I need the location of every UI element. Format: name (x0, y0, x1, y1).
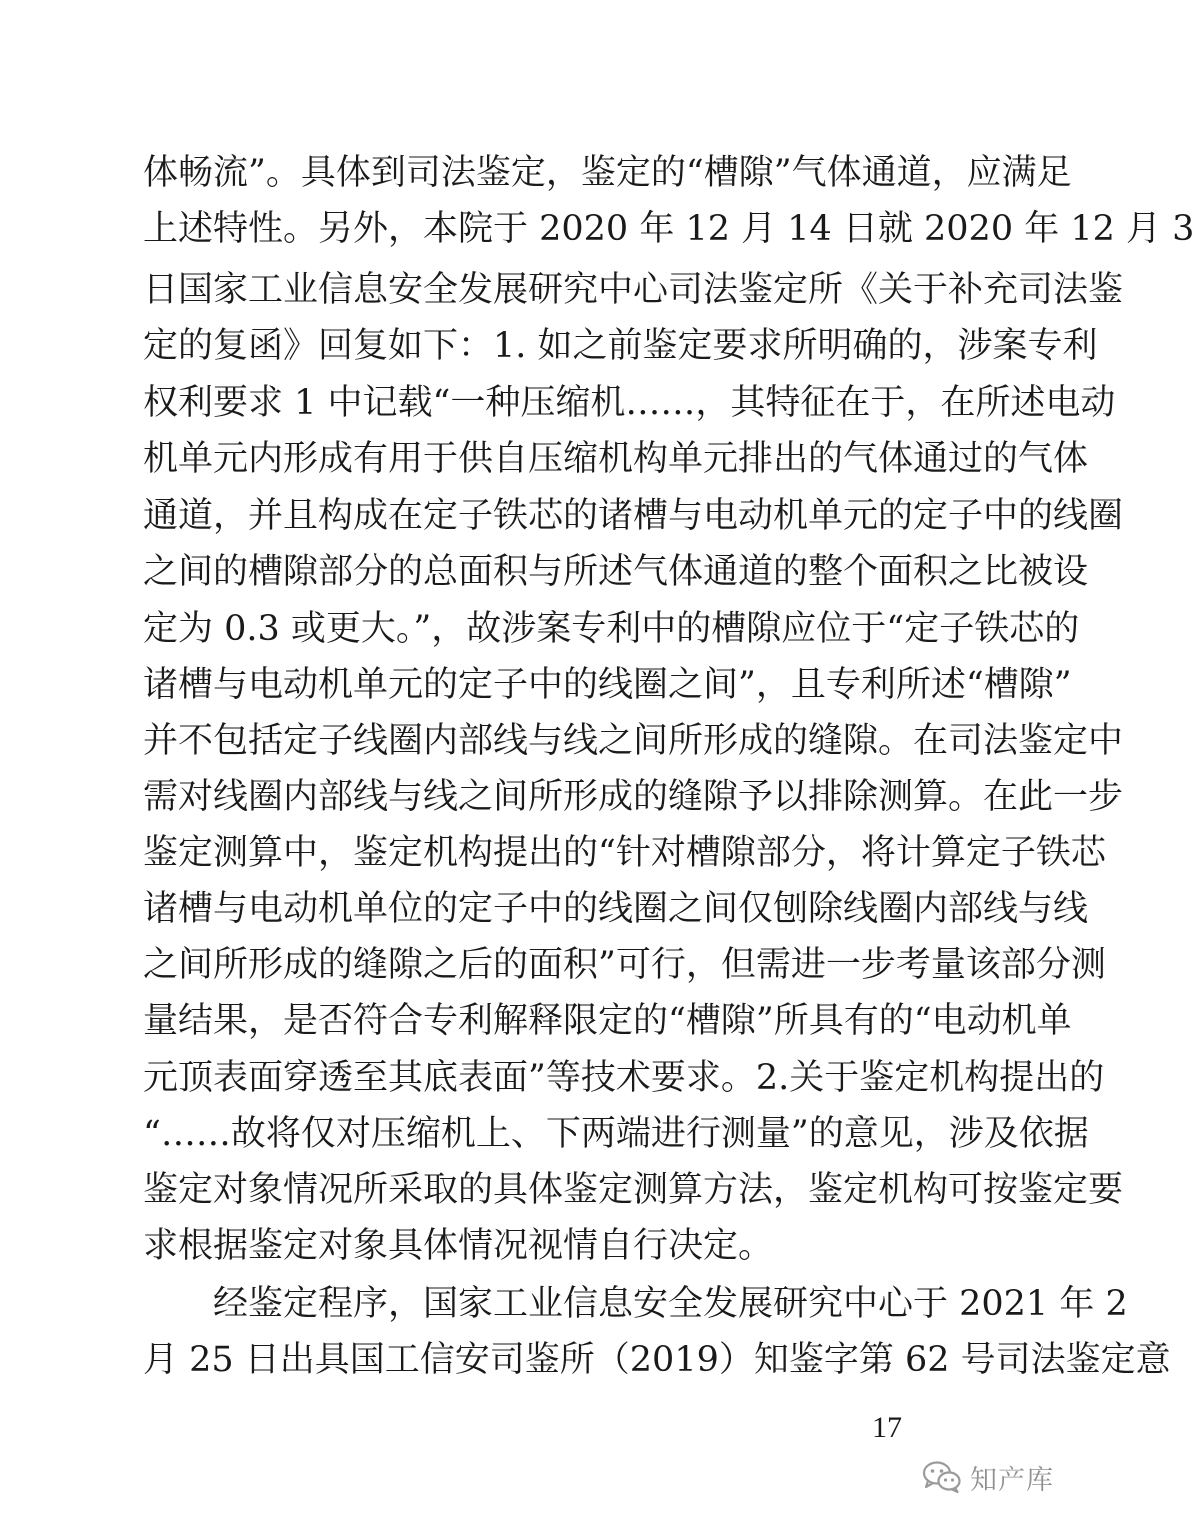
text-line: 月 25 日出具国工信安司鉴所（2019）知鉴字第 62 号司法鉴定意 (143, 1340, 1171, 1380)
text-line: 并不包括定子线圈内部线与线之间所形成的缝隙。在司法鉴定中 (143, 721, 1124, 761)
text-line: 日国家工业信息安全发展研究中心司法鉴定所《关于补充司法鉴 (143, 270, 1124, 310)
text-line: 机单元内形成有用于供自压缩机构单元排出的气体通过的气体 (143, 439, 1089, 479)
text-line: 量结果，是否符合专利解释限定的“槽隙”所具有的“电动机单 (143, 1001, 1072, 1041)
paragraph-start-line: 经鉴定程序，国家工业信息安全发展研究中心于 2021 年 2 (213, 1284, 1128, 1324)
text-line: 上述特性。另外，本院于 2020 年 12 月 14 日就 2020 年 12 月 3 (143, 209, 1194, 249)
watermark-text: 知产库 (970, 1464, 1054, 1496)
text-line: 通道，并且构成在定子铁芯的诸槽与电动机单元的定子中的线圈 (143, 496, 1124, 536)
page-number: 17 (872, 1411, 902, 1444)
watermark (922, 1452, 1054, 1502)
text-line: 鉴定测算中，鉴定机构提出的“针对槽隙部分，将计算定子铁芯 (143, 833, 1106, 873)
text-line: 诸槽与电动机单位的定子中的线圈之间仅刨除线圈内部线与线 (143, 889, 1089, 929)
text-line: 定的复函》回复如下：1. 如之前鉴定要求所明确的，涉案专利 (143, 326, 1098, 366)
text-line: “……故将仅对压缩机上、下两端进行测量”的意见，涉及依据 (143, 1114, 1089, 1154)
text-line: 需对线圈内部线与线之间所形成的缝隙予以排除测算。在此一步 (143, 777, 1124, 817)
text-line: 鉴定对象情况所采取的具体鉴定测算方法，鉴定机构可按鉴定要 (143, 1170, 1124, 1210)
text-line: 权利要求 1 中记载“一种压缩机……，其特征在于，在所述电动 (143, 383, 1116, 423)
text-line: 诸槽与电动机单元的定子中的线圈之间”，且专利所述“槽隙” (143, 665, 1072, 705)
text-line: 元顶表面穿透至其底表面”等技术要求。2.关于鉴定机构提出的 (143, 1058, 1105, 1098)
text-line: 体畅流”。具体到司法鉴定，鉴定的“槽隙”气体通道，应满足 (143, 153, 1072, 193)
wechat-icon (922, 1460, 962, 1494)
text-line: 定为 0.3 或更大。”，故涉案专利中的槽隙应位于“定子铁芯的 (143, 609, 1080, 649)
text-line: 之间的槽隙部分的总面积与所述气体通道的整个面积之比被设 (143, 552, 1089, 592)
text-line: 之间所形成的缝隙之后的面积”可行，但需进一步考量该部分测 (143, 945, 1106, 985)
text-line: 求根据鉴定对象具体情况视情自行决定。 (143, 1226, 774, 1266)
